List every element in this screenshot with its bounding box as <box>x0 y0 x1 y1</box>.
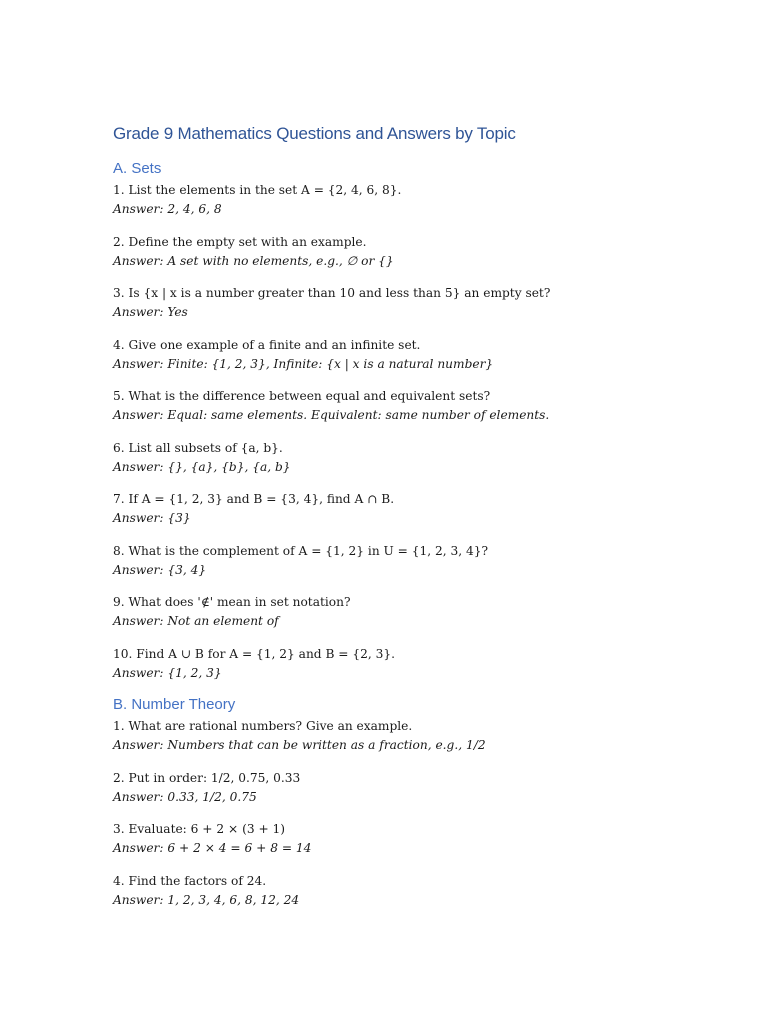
answer-text: Answer: {1, 2, 3} <box>113 665 222 680</box>
answer-text: Answer: Finite: {1, 2, 3}, Infinite: {x | x is a natural number} <box>113 356 494 371</box>
question-answer-item <box>113 593 713 631</box>
question-text: 2. Put in order: 1/2, 0.75, 0.33 <box>113 770 301 785</box>
question-answer-item <box>113 820 713 858</box>
answer-text: Answer: {3, 4} <box>113 562 207 577</box>
answer-text: Answer: 0.33, 1/2, 0.75 <box>113 789 257 804</box>
answer-text: Answer: Not an element of <box>113 614 279 628</box>
answer-text: Answer: 6 + 2 × 4 = 6 + 8 = 14 <box>113 841 312 855</box>
question-answer-item <box>113 284 713 322</box>
question-text: 10. Find A ∪ B for A = {1, 2} and B = {2, 3}. <box>113 646 396 661</box>
answer-text: Answer: Yes <box>113 305 188 319</box>
answer-text: Answer: A set with no elements, e.g., ∅ or {} <box>113 253 394 268</box>
question-answer-item <box>113 490 713 528</box>
answer-text: Answer: {3} <box>113 511 191 525</box>
answer-text: Answer: Numbers that can be written as a fraction, e.g., 1/2 <box>113 738 486 752</box>
question-text: 1. What are rational numbers? Give an example. <box>113 719 413 733</box>
question-answer-item <box>113 769 713 807</box>
question-text: 3. Evaluate: 6 + 2 × (3 + 1) <box>113 822 286 836</box>
question-answer-item <box>113 233 713 271</box>
section <box>113 696 713 910</box>
question-text: 9. What does '∉' mean in set notation? <box>113 595 351 609</box>
question-text: 6. List all subsets of {a, b}. <box>113 440 283 455</box>
question-answer-item <box>113 717 713 755</box>
question-answer-item <box>113 181 713 219</box>
document-page <box>113 124 713 923</box>
question-text: 2. Define the empty set with an example. <box>113 234 367 249</box>
question-answer-item <box>113 542 713 580</box>
question-text: 4. Find the factors of 24. <box>113 873 267 888</box>
question-answer-item <box>113 387 713 425</box>
question-text: 3. Is {x | x is a number greater than 10 and less than 5} an empty set? <box>113 286 551 300</box>
question-text: 5. What is the difference between equal and equivalent sets? <box>113 389 491 403</box>
question-text: 4. Give one example of a finite and an infinite set. <box>113 337 421 352</box>
question-text: 7. If A = {1, 2, 3} and B = {3, 4}, find A ∩ B. <box>113 492 395 506</box>
section-heading: A. Sets <box>113 160 162 177</box>
question-answer-item <box>113 439 713 477</box>
answer-text: Answer: 2, 4, 6, 8 <box>113 202 222 216</box>
question-answer-item <box>113 872 713 910</box>
sections-container <box>113 160 713 910</box>
question-text: 8. What is the complement of A = {1, 2} in U = {1, 2, 3, 4}? <box>113 543 489 558</box>
section-heading: B. Number Theory <box>113 696 236 713</box>
section <box>113 160 713 683</box>
question-text: 1. List the elements in the set A = {2, 4, 6, 8}. <box>113 183 402 197</box>
answer-text: Answer: 1, 2, 3, 4, 6, 8, 12, 24 <box>113 892 300 907</box>
document-title: Grade 9 Mathematics Questions and Answers by Topic <box>113 124 516 143</box>
question-answer-item <box>113 645 713 683</box>
answer-text: Answer: {}, {a}, {b}, {a, b} <box>113 459 291 474</box>
answer-text: Answer: Equal: same elements. Equivalent: same number of elements. <box>113 408 550 422</box>
question-answer-item <box>113 336 713 374</box>
